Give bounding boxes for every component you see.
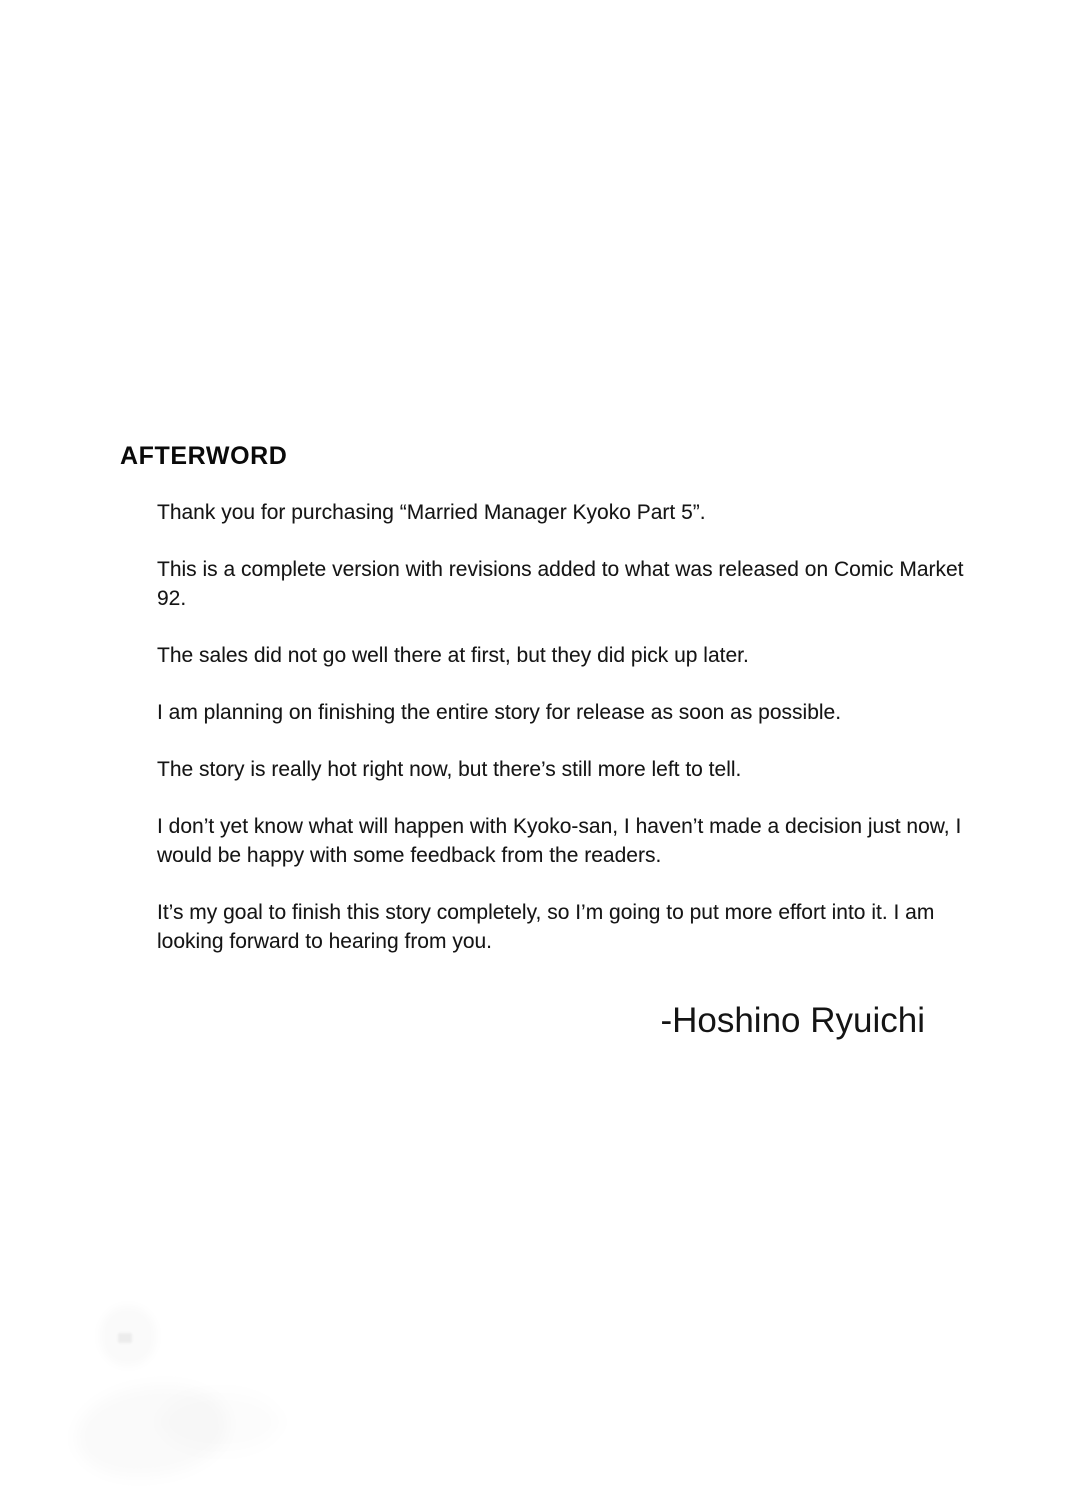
scan-artifact-mark (118, 1333, 132, 1343)
paragraph-line: I am planning on finishing the entire story for release as soon as possible. (157, 701, 842, 724)
paragraph-line: It’s my goal to finish this story completely, so I’m going to put more effort into it. I am (157, 901, 935, 924)
scan-artifact-smudge (70, 1376, 233, 1486)
scan-artifact-smudge (160, 1392, 280, 1452)
paragraph (157, 641, 957, 670)
paragraph-line: Thank you for purchasing “Married Manager Kyoko Part 5”. (157, 501, 706, 524)
page-title: AFTERWORD (120, 442, 288, 470)
paragraph (157, 498, 957, 527)
paragraph-line: 92. (157, 587, 187, 610)
paragraph-line: looking forward to hearing from you. (157, 930, 493, 953)
paragraph (157, 698, 957, 727)
author-signature: -Hoshino Ryuichi (660, 1001, 925, 1040)
paragraph (157, 812, 962, 870)
paragraph-line: would be happy with some feedback from the readers. (157, 844, 662, 867)
paragraph-line: This is a complete version with revisions added to what was released on Comic Market (157, 558, 964, 581)
paragraph-line: The story is really hot right now, but there’s still more left to tell. (157, 758, 742, 781)
paragraph-line: The sales did not go well there at first, but they did pick up later. (157, 644, 749, 667)
paragraph (157, 555, 964, 613)
paragraph (157, 755, 957, 784)
scan-artifact-smudge (100, 1306, 156, 1366)
body-text-column (157, 498, 964, 984)
paragraph (157, 898, 957, 956)
paragraph-line: I don’t yet know what will happen with Kyoko-san, I haven’t made a decision just now, I (157, 815, 962, 838)
